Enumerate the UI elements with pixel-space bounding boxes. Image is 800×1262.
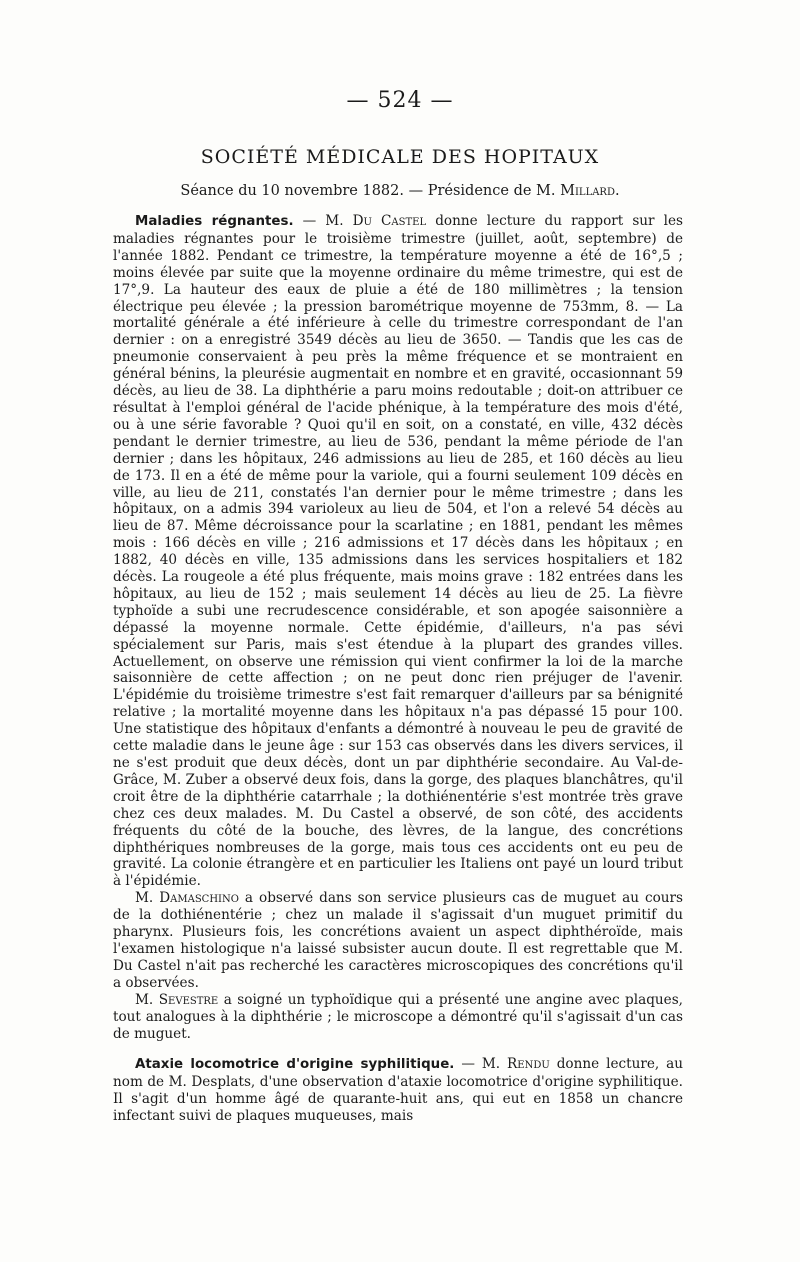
session-line [0, 183, 800, 199]
session-text: Séance du 10 novembre 1882. — Présidence de M. [180, 183, 556, 199]
section-title-ataxie: Ataxie locomotrice d'origine syphilitique. [135, 1057, 455, 1073]
paragraph-text: — M. [293, 213, 353, 229]
page-number: — 524 — [346, 88, 454, 113]
paragraph-text: donne lecture du rapport sur les maladies régnantes pour le troisième trimestre (juillet, août, septembre) de l'année 1882. Pendant ce trimestre, la température moyenne a été de 16°,5 ; moins élevée par suite que la moyenne ordinaire du même trimestre, qui est de 17°,9. La hauteur des eaux de pluie a été de 180 millimètres ; la tension électrique peu élevée ; la pression barométrique moyenne de 753mm, 8. — La mortalité générale a été inférieure à celle du trimestre correspondant de l'an dernier : on a enregistré 3549 décès au lieu de 3650. — Tandis que les cas de pneumonie conservaient à peu près la même fréquence et se montraient en général bénins, la pleurésie augmentait en nombre et en gravité, occasionnant 59 décès, au lieu de 38. La diphthérie a paru moins redoutable ; doit-on attribuer ce résultat à l'emploi général de l'acide phénique, à la température des mois d'été, ou à une série favorable ? Quoi qu'il en soit, on a constaté, en ville, 432 décès pendant le dernier trimestre, au lieu de 536, pendant la même période de l'an dernier ; dans les hôpitaux, 246 admissions au lieu de 285, et 160 décès au lieu de 173. Il en a été de même pour la variole, qui a fourni seulement 109 décès en ville, au lieu de 211, constatés l'an dernier pour le même trimestre ; dans les hôpitaux, on a admis 394 varioleux au lieu de 504, et l'on a relevé 54 décès au lieu de 87. Même décroissance pour la scarlatine ; en 1881, pendant les mêmes mois : 166 décès en ville ; 216 admissions et 17 décès dans les hôpitaux ; en 1882, 40 décès en ville, 135 admissions dans les services hospitaliers et 182 décès. La rougeole a été plus fréquente, mais moins grave : 182 entrées dans les hôpitaux, au lieu de 152 ; mais seulement 14 décès au lieu de 25. La fièvre typhoïde a subi une recrudescence considérable, et son apogée saisonnière a dépassé la moyenne normale. Cette épidémie, d'ailleurs, n'a pas sévi spécialement sur Paris, mais s'est étendue à la plupart des grandes villes. Actuellement, on observe une rémission qui vient confirmer la loi de la marche saisonnière de cette affection ; on ne peut donc rien préjuger de l'avenir. L'épidémie du troisième trimestre s'est fait remarquer d'ailleurs par sa bénignité relative ; la mortalité moyenne dans les hôpitaux n'a pas dépassé 15 pour 100. Une statistique des hôpitaux d'enfants a démontré à nouveau le peu de gravité de cette maladie dans le jeune âge : sur 153 cas observés dans les divers services, il ne s'est produit que deux décès, dont un par diphthérie secondaire. Au Val-de-Grâce, M. Zuber a observé deux fois, dans la gorge, des plaques blanchâtres, qu'il croit être de la diphthérie catarrhale ; la dothiénentérie s'est montrée très grave chez ces deux malades. M. Du Castel a observé, de son côté, des accidents fréquents du côté de la bouche, des lèvres, de la langue, des concrétions diphthériques nombreuses de la gorge, mais tous ces accidents ont eu peu de gravité. La colonie étrangère et en particulier les Italiens ont payé un lourd tribut à l'épidémie. [113, 213, 683, 890]
session-end: . [614, 183, 620, 199]
paragraph-maladies [113, 213, 683, 890]
paragraph-text: a soigné un typhoïdique qui a présenté une angine avec plaques, tout analogues à la diphthérie ; le microscope a démontré qu'il s'agissait d'un cas de muguet. [113, 991, 683, 1042]
paragraph-text: — M. [454, 1056, 508, 1073]
author-name: Damaschino [159, 890, 239, 907]
paragraph-text: donne lecture, au nom de M. Desplats, d'une observation d'ataxie locomotrice d'origine syphilitique. Il s'agit d'un homme âgé de quarante-huit ans, qui eut en 1858 un chancre infectant suivi de plaques muqueuses, mais [113, 1056, 683, 1125]
section-title-maladies: Maladies régnantes. [135, 214, 294, 229]
article-body [113, 213, 683, 1125]
author-name: Rendu [507, 1056, 550, 1073]
paragraph-damaschino [113, 890, 683, 991]
page-heading: SOCIÉTÉ MÉDICALE DES HOPITAUX [200, 146, 600, 168]
paragraph-text: M. [135, 890, 160, 907]
paragraph-text: a observé dans son service plusieurs cas de muguet au cours de la dothiénentérie ; chez un malade il s'agissait d'un muguet primitif du pharynx. Plusieurs fois, les concrétions avaient un aspect diphthéroïde, mais l'examen histologique n'a laissé subsister aucun doute. Il est regrettable que M. Du Castel n'ait pas recherché les caractères microscopiques des concrétions qu'il a observées. [113, 890, 684, 991]
president-name: Millard [560, 183, 615, 199]
paragraph-text: M. [135, 991, 159, 1008]
paragraph-sevestre [113, 992, 683, 1043]
author-name: Sevestre [158, 991, 219, 1008]
paragraph-ataxie [113, 1056, 683, 1125]
author-name: Du Castel [352, 213, 427, 229]
